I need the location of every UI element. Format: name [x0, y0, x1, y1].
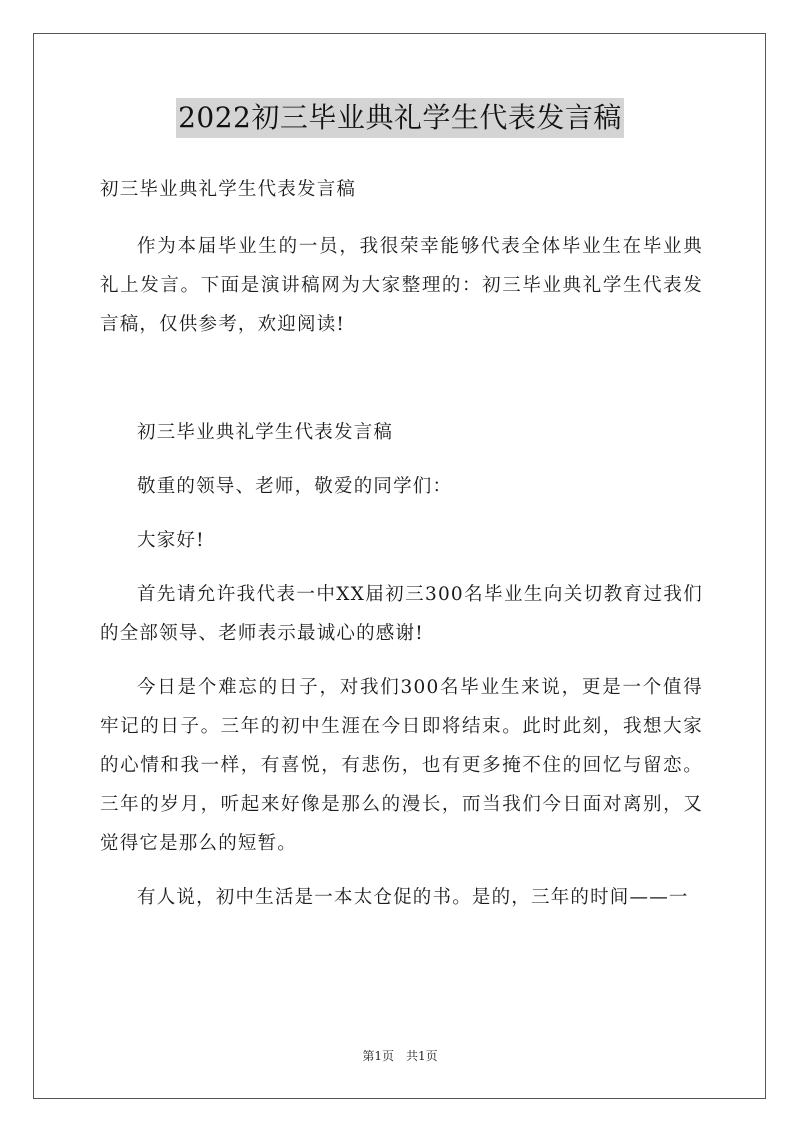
title-container: [0, 98, 800, 138]
speech-heading: 初三毕业典礼学生代表发言稿: [137, 422, 394, 443]
book-paragraph: 有人说，初中生活是一本太仓促的书。是的，三年的时间——一: [137, 887, 689, 908]
page-footer: [0, 1047, 800, 1064]
document-body: [100, 170, 703, 932]
memorable-day-paragraph: 今日是个难忘的日子，对我们300名毕业生来说，更是一个值得牢记的日子。三年的初中生涯在今日即将结束。此时此刻，我想大家的心情和我一样，有喜悦，有悲伤，也有更多掩不住的回忆与留恋。三年的岁月，听起来好像是那么的漫长，而当我们今日面对离别，又觉得它是那么的短暂。: [100, 677, 703, 854]
greeting-paragraph: 大家好!: [137, 530, 205, 551]
salutation-paragraph: 敬重的领导、老师，敬爱的同学们：: [137, 476, 453, 497]
intro-paragraph: 作为本届毕业生的一员，我很荣幸能够代表全体毕业生在毕业典礼上发言。下面是演讲稿网为大家整理的：初三毕业典礼学生代表发言稿，仅供参考，欢迎阅读!: [100, 236, 703, 335]
thanks-paragraph: 首先请允许我代表一中XX届初三300名毕业生向关切教育过我们的全部领导、老师表示最诚心的感谢!: [100, 584, 703, 644]
page-number: 第1页 共1页: [362, 1049, 438, 1063]
document-title: 2022初三毕业典礼学生代表发言稿: [176, 98, 624, 138]
blank-line: [100, 359, 703, 398]
subtitle-paragraph: 初三毕业典礼学生代表发言稿: [100, 179, 357, 200]
